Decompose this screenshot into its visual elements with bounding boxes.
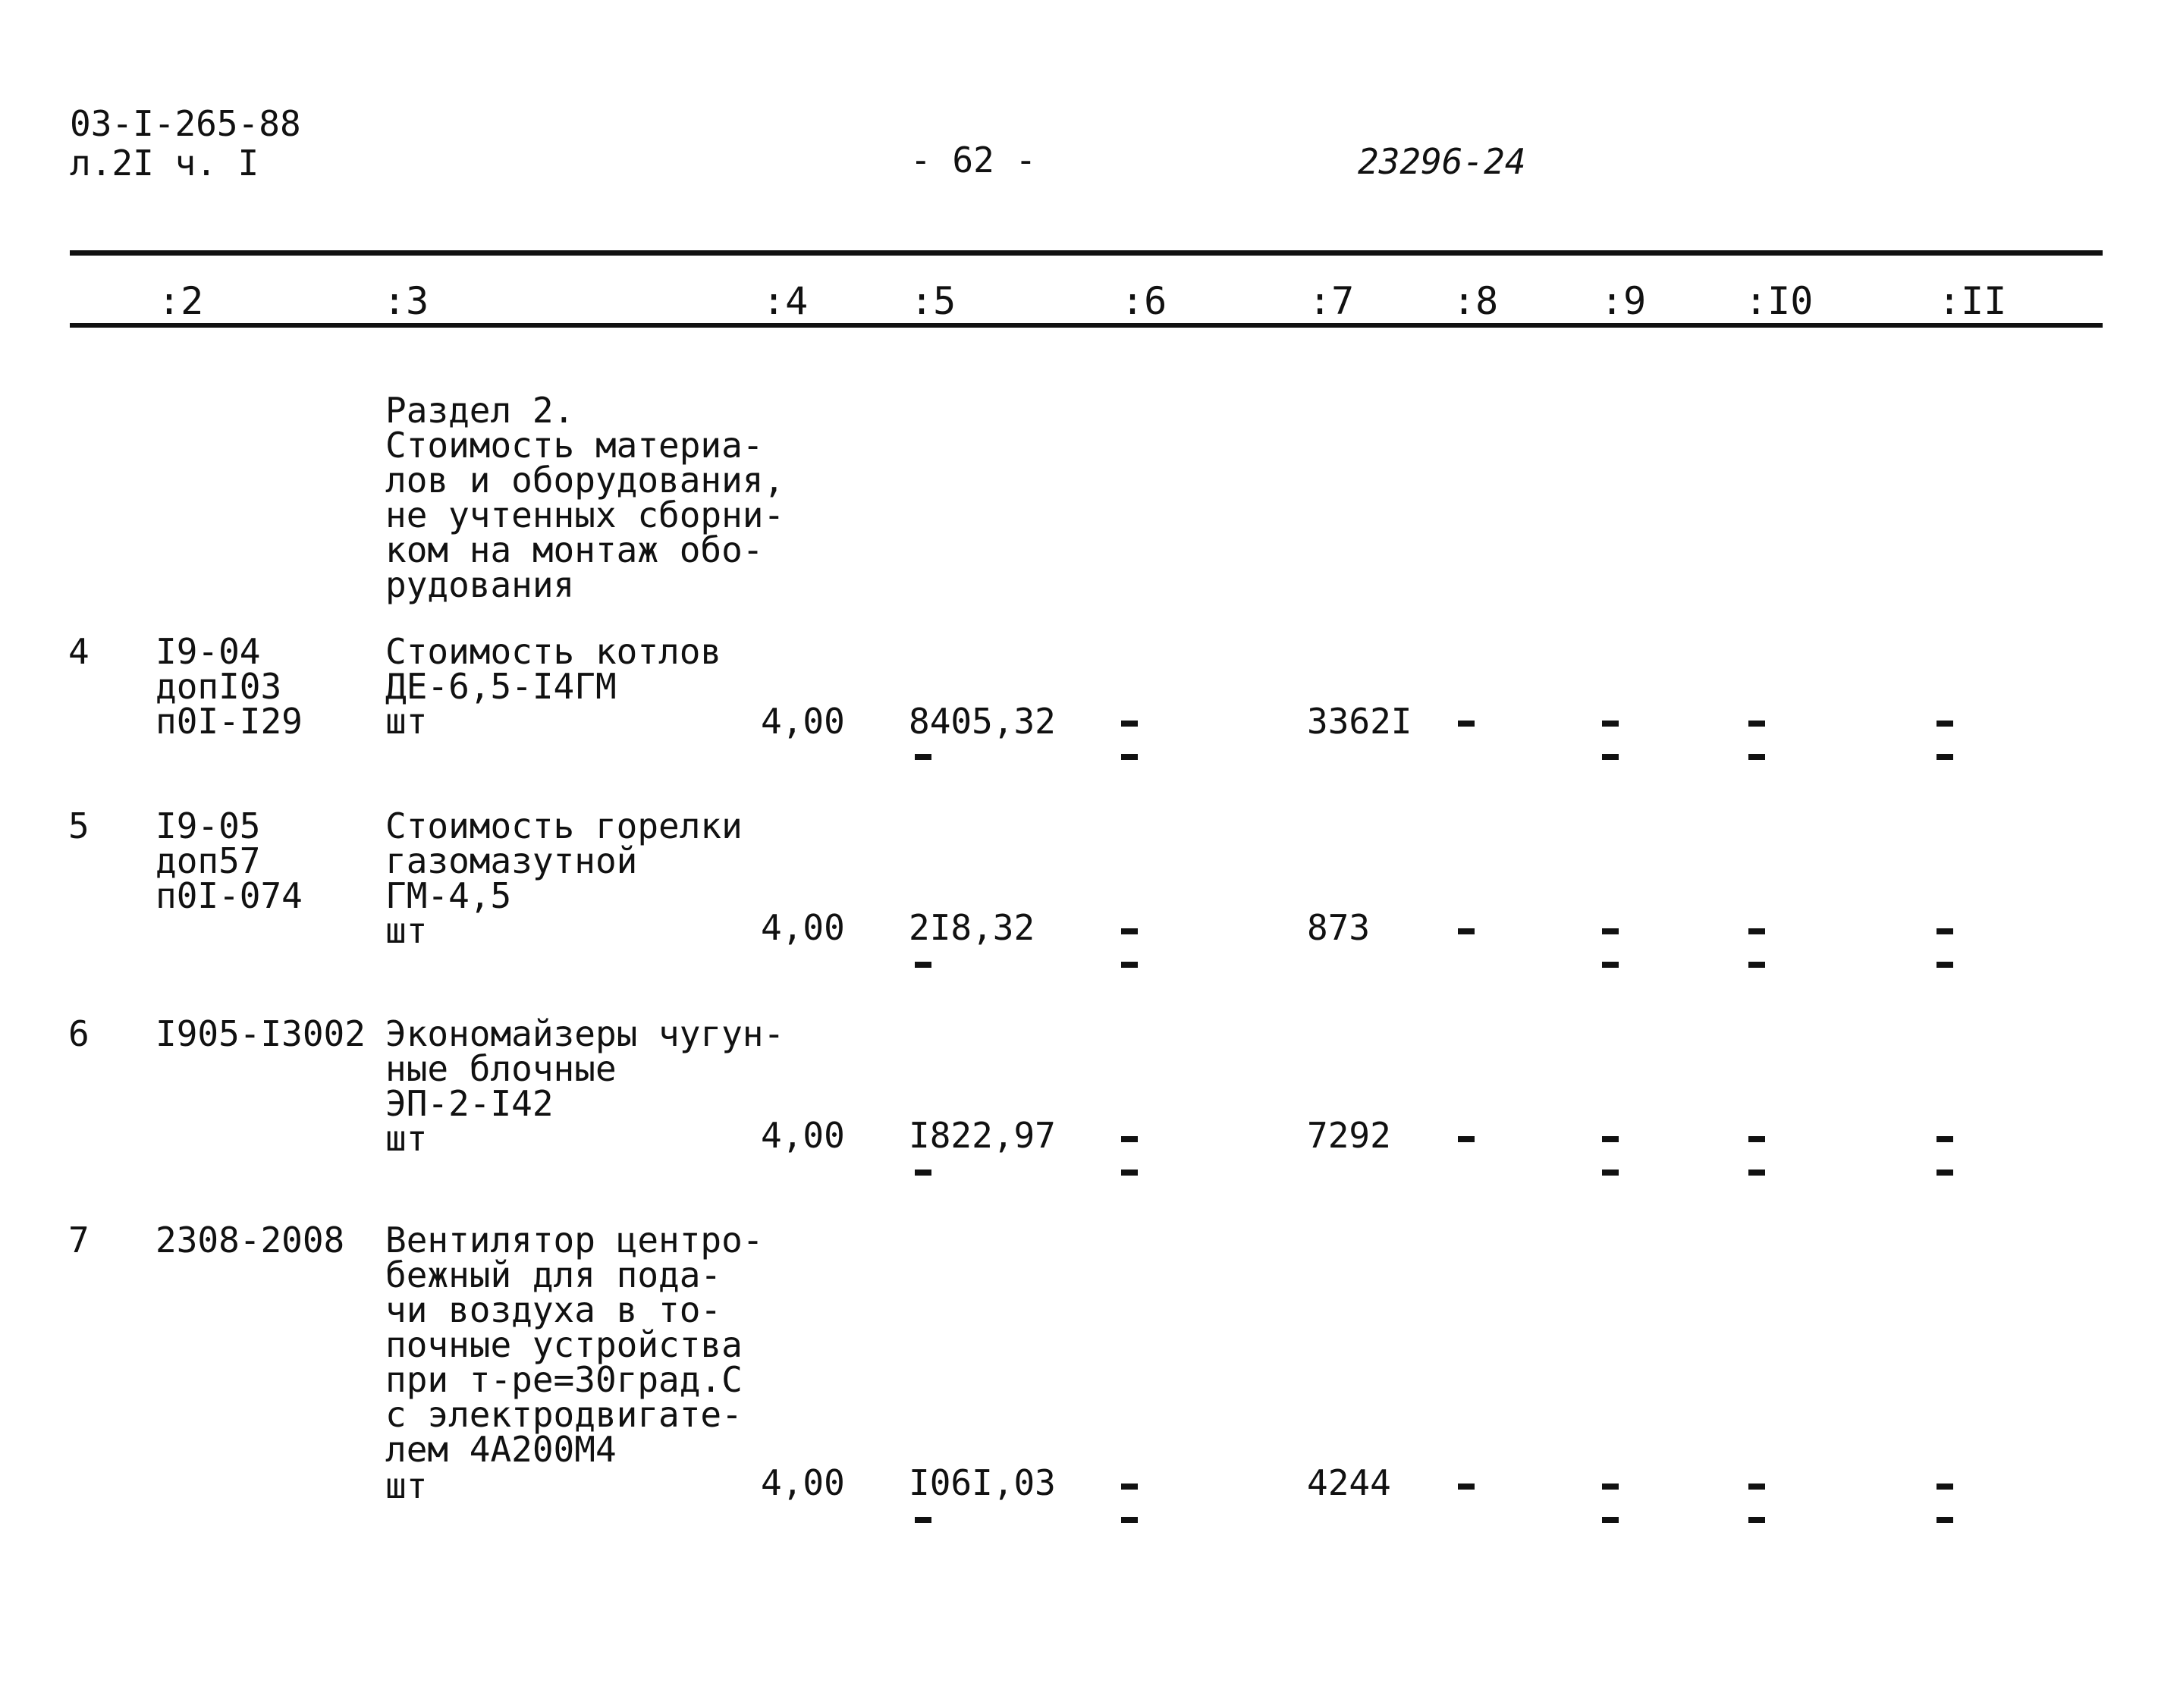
unit: шт xyxy=(385,1465,428,1506)
dash-mark xyxy=(1748,1484,1765,1490)
dash-mark xyxy=(1121,928,1138,934)
column-header-9: :9 xyxy=(1600,279,1647,323)
column-header-2: :2 xyxy=(158,279,204,323)
dash-mark xyxy=(1748,928,1765,934)
quantity: 4,00 xyxy=(761,907,845,948)
norm-code: I9-05 доп57 п0I-074 xyxy=(155,805,303,916)
norm-code: 2308-2008 xyxy=(155,1220,345,1261)
dash-mark xyxy=(1937,1170,1953,1176)
dash-mark xyxy=(1937,754,1953,760)
item-description: Вентилятор центро- бежный для пода- чи воздуха в то- почные устройства при т-ре=30град.С с электродвигате- лем 4А200М4 xyxy=(385,1220,764,1470)
dash-mark xyxy=(1602,1170,1619,1176)
page-number: - 62 - xyxy=(910,140,1037,181)
quantity: 4,00 xyxy=(761,1115,845,1156)
dash-mark xyxy=(1937,928,1953,934)
dash-mark xyxy=(1937,1517,1953,1523)
dash-mark xyxy=(915,962,931,968)
dash-mark xyxy=(1748,1136,1765,1142)
norm-code: I905-I3002 xyxy=(155,1013,366,1054)
unit-price: 2I8,32 xyxy=(909,907,1035,948)
dash-mark xyxy=(1458,1484,1475,1490)
quantity: 4,00 xyxy=(761,701,845,742)
section-title: Раздел 2. xyxy=(385,390,575,431)
archive-number: 23296-24 xyxy=(1358,141,1526,182)
norm-code: I9-04 допI03 п0I-I29 xyxy=(155,631,303,742)
dash-mark xyxy=(1602,928,1619,934)
dash-mark xyxy=(1748,962,1765,968)
column-header-5: :5 xyxy=(910,279,956,323)
row-number: 6 xyxy=(68,1013,90,1054)
dash-mark xyxy=(1121,754,1138,760)
dash-mark xyxy=(1121,1517,1138,1523)
row-number: 7 xyxy=(68,1220,90,1261)
dash-mark xyxy=(915,1517,931,1523)
quantity: 4,00 xyxy=(761,1462,845,1503)
item-description: Экономайзеры чугун- ные блочные ЭП-2-I42 xyxy=(385,1013,785,1124)
dash-mark xyxy=(915,754,931,760)
column-header-6: :6 xyxy=(1121,279,1167,323)
dash-mark xyxy=(1458,721,1475,727)
dash-mark xyxy=(1458,928,1475,934)
document-code: 03-I-265-88 xyxy=(70,103,301,144)
total-cost: 873 xyxy=(1307,907,1371,948)
unit: шт xyxy=(385,701,428,742)
row-number: 5 xyxy=(68,805,90,846)
unit: шт xyxy=(385,1118,428,1159)
total-cost: 3362I xyxy=(1307,701,1412,742)
column-header-3: :3 xyxy=(383,279,429,323)
dash-mark xyxy=(1602,1517,1619,1523)
dash-mark xyxy=(1937,721,1953,727)
dash-mark xyxy=(1458,1136,1475,1142)
section-description: Стоимость материа- лов и оборудования, не учтенных сборни- ком на монтаж обо- рудования xyxy=(385,425,785,605)
header-bottom-rule xyxy=(70,323,2103,328)
dash-mark xyxy=(1121,1484,1138,1490)
column-header-10: :I0 xyxy=(1745,279,1814,323)
sheet-reference: л.2I ч. I xyxy=(70,143,259,184)
unit-price: I06I,03 xyxy=(909,1462,1056,1503)
dash-mark xyxy=(1602,754,1619,760)
dash-mark xyxy=(1748,1517,1765,1523)
column-header-7: :7 xyxy=(1308,279,1355,323)
item-description: Стоимость горелки газомазутной ГМ-4,5 xyxy=(385,805,743,916)
dash-mark xyxy=(1748,754,1765,760)
dash-mark xyxy=(1602,962,1619,968)
dash-mark xyxy=(1121,721,1138,727)
dash-mark xyxy=(1748,721,1765,727)
unit-price: I822,97 xyxy=(909,1115,1056,1156)
column-header-8: :8 xyxy=(1453,279,1499,323)
unit: шт xyxy=(385,910,428,951)
dash-mark xyxy=(1121,962,1138,968)
column-header-4: :4 xyxy=(762,279,809,323)
dash-mark xyxy=(1748,1170,1765,1176)
column-header-11: :II xyxy=(1938,279,2007,323)
dash-mark xyxy=(1121,1136,1138,1142)
dash-mark xyxy=(1937,1484,1953,1490)
unit-price: 8405,32 xyxy=(909,701,1056,742)
row-number: 4 xyxy=(68,631,90,672)
item-description: Стоимость котлов ДЕ-6,5-I4ГМ xyxy=(385,631,722,707)
dash-mark xyxy=(1937,962,1953,968)
dash-mark xyxy=(1937,1136,1953,1142)
dash-mark xyxy=(1602,1136,1619,1142)
dash-mark xyxy=(1602,721,1619,727)
total-cost: 4244 xyxy=(1307,1462,1391,1503)
header-top-rule xyxy=(70,250,2103,256)
total-cost: 7292 xyxy=(1307,1115,1391,1156)
dash-mark xyxy=(1602,1484,1619,1490)
dash-mark xyxy=(915,1170,931,1176)
dash-mark xyxy=(1121,1170,1138,1176)
